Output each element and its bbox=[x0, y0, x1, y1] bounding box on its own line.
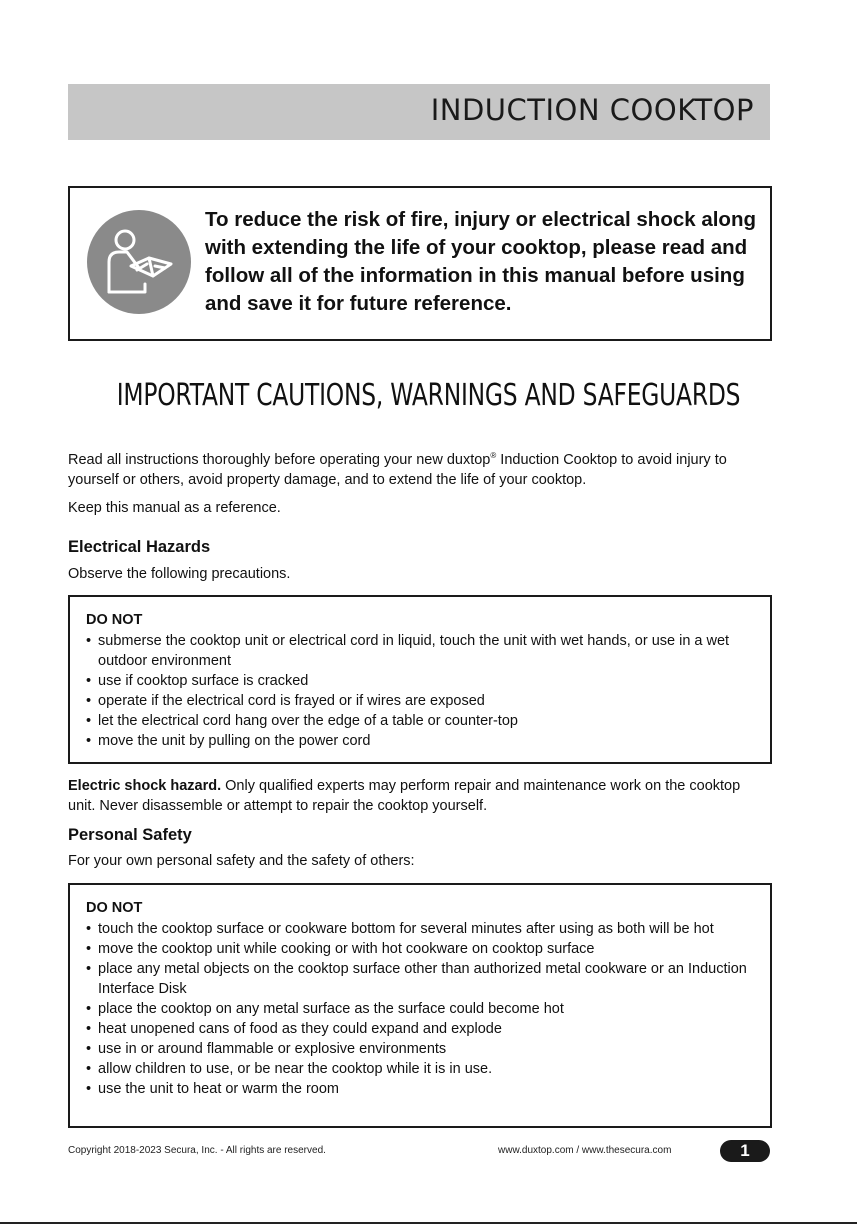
page-bottom-rule bbox=[0, 1222, 857, 1224]
read-manual-icon bbox=[87, 210, 191, 314]
list-item: • let the electrical cord hang over the edge of a table or counter-top bbox=[86, 711, 756, 731]
personal-list bbox=[86, 919, 756, 1099]
notice-text: To reduce the risk of fire, injury or electrical shock along with extending the life of your cooktop, please read and follow all of the information in this manual before using and save it for future reference. bbox=[205, 208, 756, 315]
shock-hazard-paragraph: Electric shock hazard. Only qualified experts may perform repair and maintenance work on the cooktop unit. Never disassemble or attempt to repair the cooktop yourself. bbox=[68, 778, 741, 814]
intro-paragraph: Read all instructions thoroughly before operating your new duxtop® Induction Cooktop to avoid injury to yourself or others, avoid property damage, and to extend the life of your cooktop. bbox=[68, 451, 727, 488]
section-heading-personal: Personal Safety bbox=[68, 826, 192, 844]
reference-note: Keep this manual as a reference. bbox=[68, 500, 281, 516]
list-item: • use in or around flammable or explosive environments bbox=[86, 1039, 756, 1059]
list-item: • move the unit by pulling on the power cord bbox=[86, 731, 756, 751]
list-item: • place any metal objects on the cooktop surface other than authorized metal cookware or an Induction Interface Disk bbox=[86, 959, 756, 999]
list-item: • submerse the cooktop unit or electrical cord in liquid, touch the unit with wet hands, or use in a wet outdoor environment bbox=[86, 631, 756, 671]
list-item: • touch the cooktop surface or cookware bottom for several minutes after using as both will be hot bbox=[86, 919, 756, 939]
list-item: • heat unopened cans of food as they could expand and explode bbox=[86, 1019, 756, 1039]
section-subtitle-personal: For your own personal safety and the safety of others: bbox=[68, 853, 415, 869]
electrical-do-not-box bbox=[68, 595, 772, 764]
safety-notice bbox=[68, 186, 772, 341]
section-heading-electrical: Electrical Hazards bbox=[68, 538, 211, 556]
section-subtitle-electrical: Observe the following precautions. bbox=[68, 566, 291, 582]
page-number-badge: 1 bbox=[720, 1140, 770, 1162]
list-item: • operate if the electrical cord is frayed or if wires are exposed bbox=[86, 691, 756, 711]
do-not-title: DO NOT bbox=[86, 612, 143, 628]
copyright-text: Copyright 2018-2023 Secura, Inc. - All rights are reserved. bbox=[68, 1145, 326, 1156]
header-band bbox=[68, 84, 770, 140]
list-item: • use the unit to heat or warm the room bbox=[86, 1079, 756, 1099]
do-not-title: DO NOT bbox=[86, 900, 143, 916]
list-item: • place the cooktop on any metal surface as the surface could become hot bbox=[86, 999, 756, 1019]
document-title: INDUCTION COOKTOP bbox=[430, 93, 754, 127]
page-heading: IMPORTANT CAUTIONS, WARNINGS AND SAFEGUARDS bbox=[116, 378, 741, 413]
list-item: • allow children to use, or be near the cooktop while it is in use. bbox=[86, 1059, 756, 1079]
electrical-list bbox=[86, 631, 756, 751]
personal-do-not-box bbox=[68, 883, 772, 1128]
list-item: • use if cooktop surface is cracked bbox=[86, 671, 756, 691]
website-links: www.duxtop.com / www.thesecura.com bbox=[498, 1145, 672, 1156]
list-item: • move the cooktop unit while cooking or with hot cookware on cooktop surface bbox=[86, 939, 756, 959]
